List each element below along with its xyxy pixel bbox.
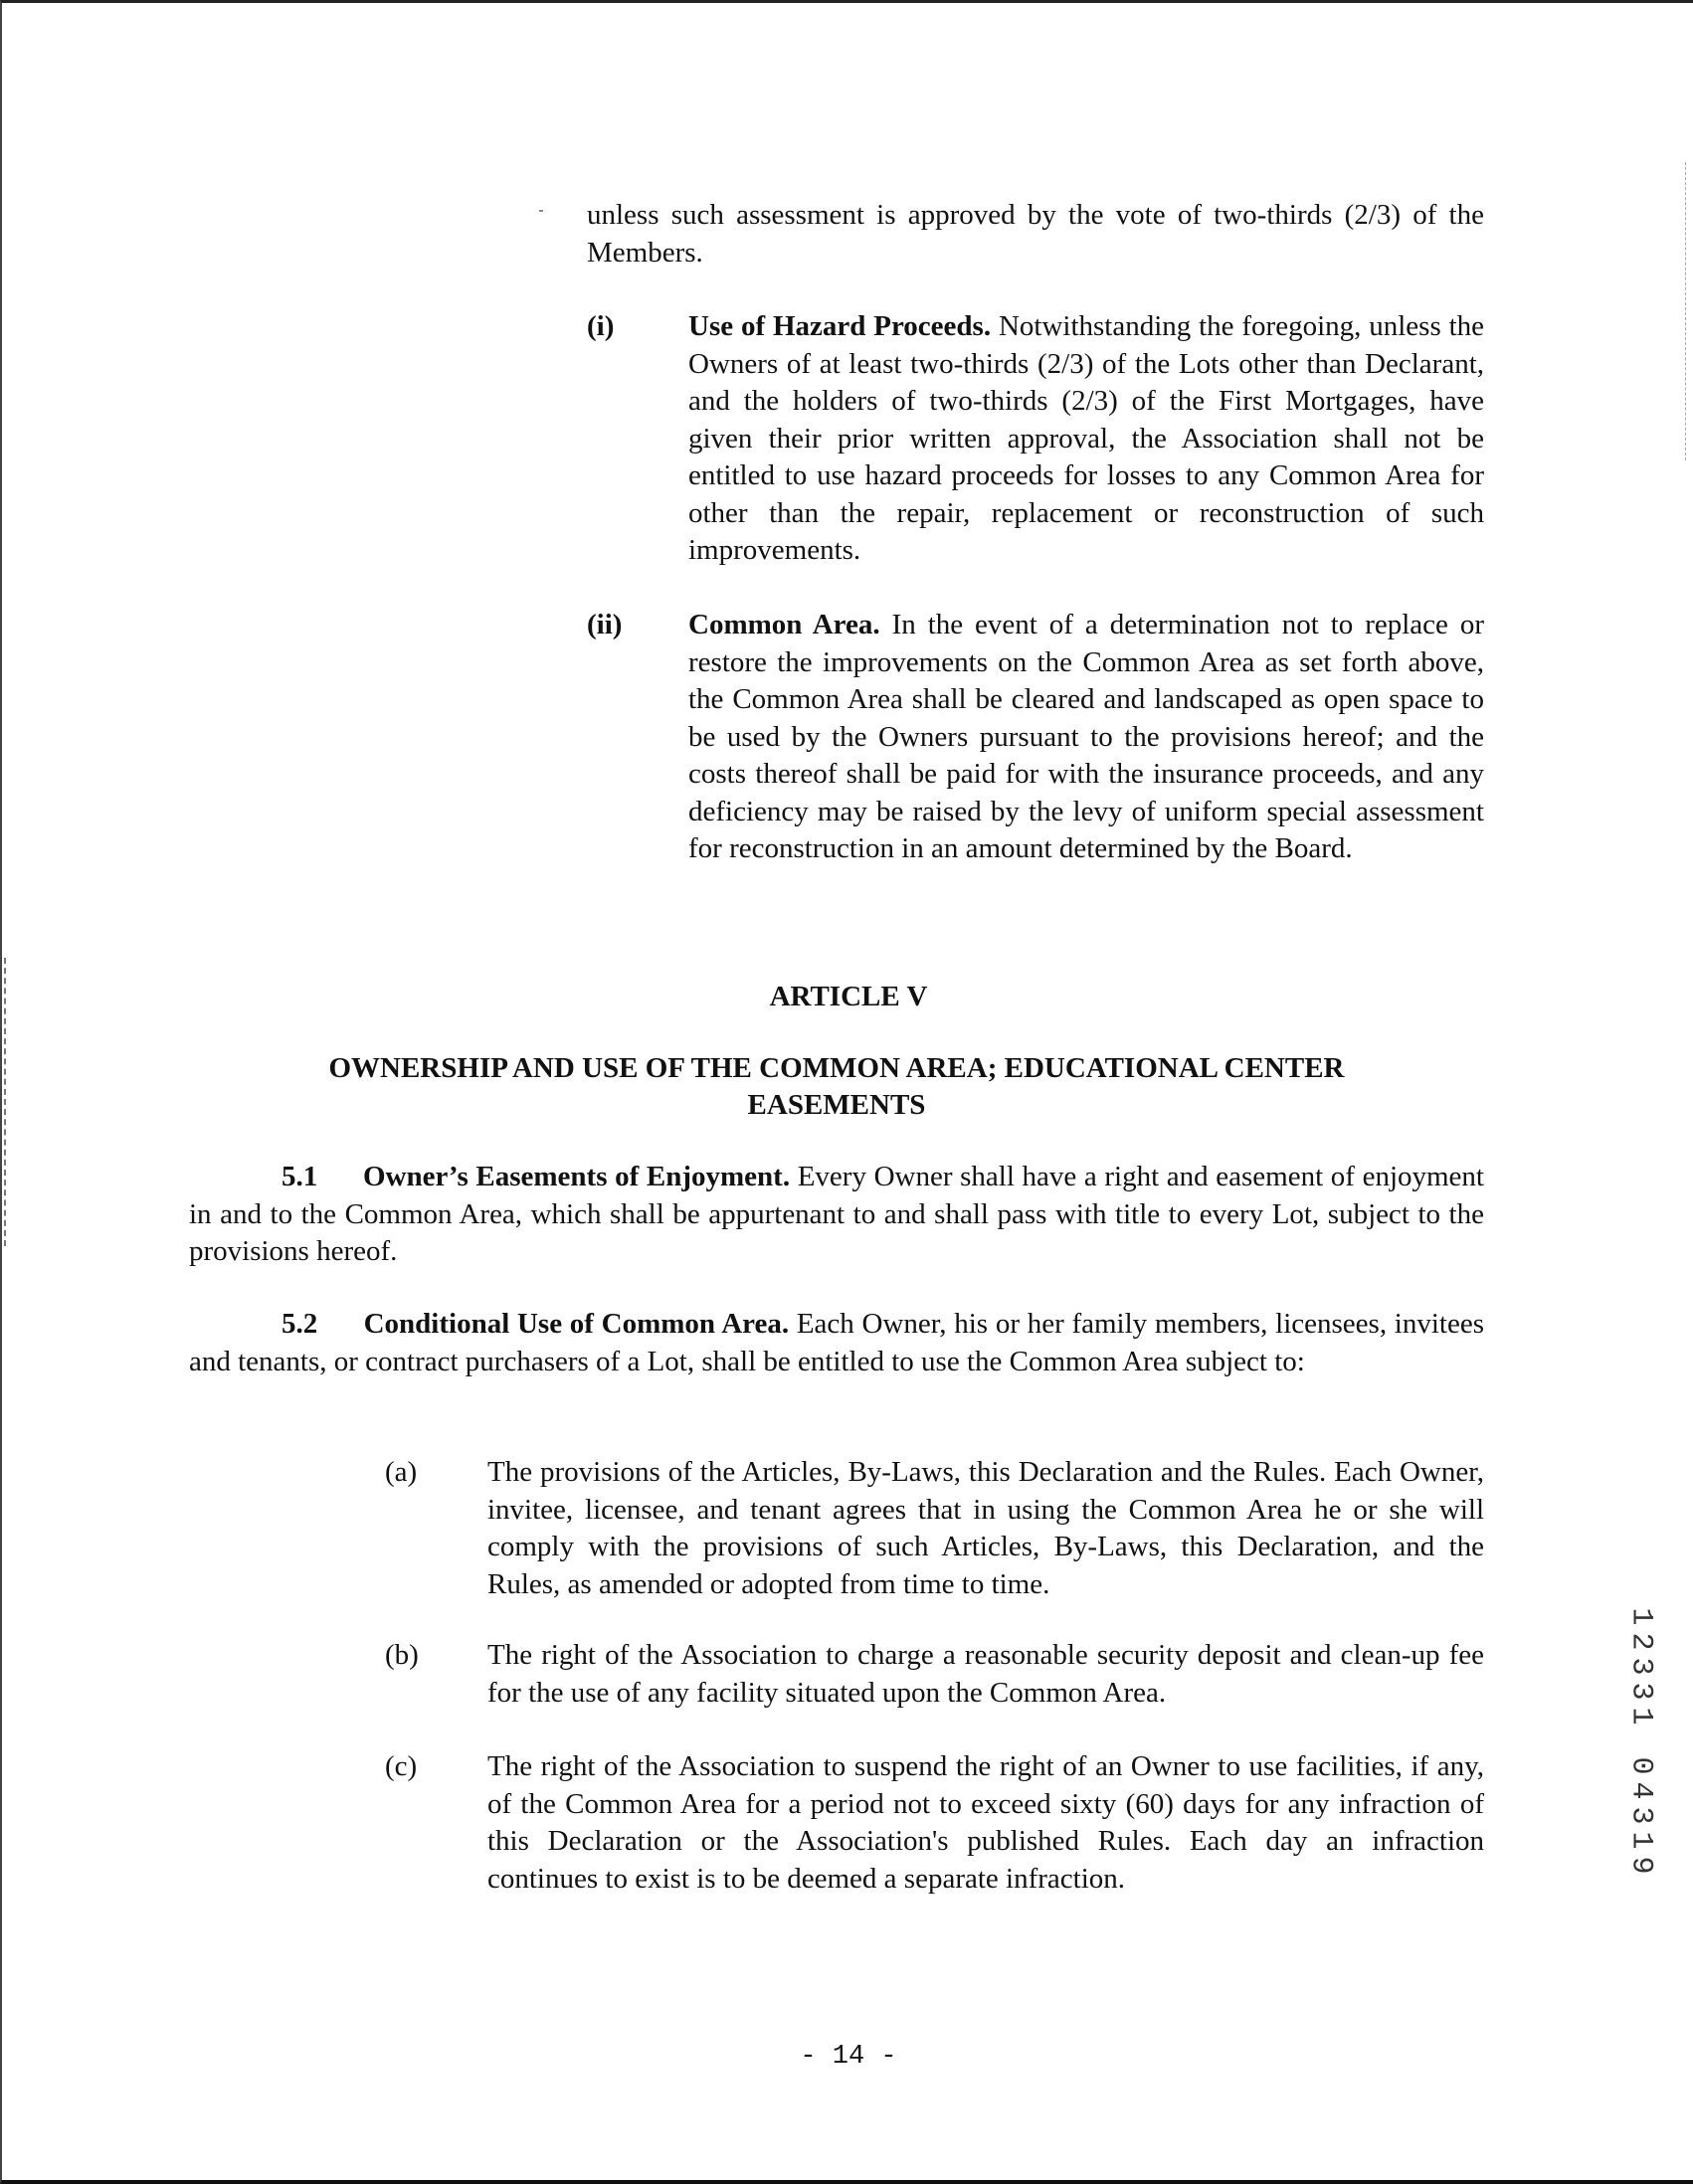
item-paragraph-c: The right of the Association to suspend the right of an Owner to use facilities, if any, of the Common Area for a period not to exceed sixty (60) days for any infraction of this Declaration or the Association's published Rules. Each day an infraction continues to exist is to be deemed a separate infraction. <box>487 1750 1484 1895</box>
stamp-digit: 0 <box>1623 1756 1658 1775</box>
page-number: - 14 - <box>800 2042 897 2072</box>
continuation-paragraph: unless such assessment is approved by the vote of two-thirds (2/3) of the Members. <box>587 199 1484 269</box>
item-label-b: (b) <box>385 1639 419 1671</box>
item-paragraph-a: The provisions of the Articles, By-Laws, this Declaration and the Rules. Each Owner, invitee, licensee, and tenant agrees that in using the Common Area he or she will comply with the provisions of such Articles, By-Laws, this Declaration, and the Rules, as amended or adopted from time to time. <box>487 1456 1484 1600</box>
section-5-1-title: Owner’s Easements of Enjoyment. <box>363 1161 791 1192</box>
section-5-2-title: Conditional Use of Common Area. <box>363 1308 790 1340</box>
recording-stamp <box>1623 1604 1658 1878</box>
item-paragraph-common-area <box>688 607 1484 868</box>
item-label-a: (a) <box>385 1456 418 1488</box>
article-number: ARTICLE V <box>769 981 928 1012</box>
stamp-digit: 2 <box>1623 1632 1658 1651</box>
item-text-hazard-proceeds: Notwithstanding the foregoing, unless the Owners of at least two-thirds (2/3) of the Lots other than Declarant, and the holders of two-thirds (2/3) of the First Mortgages, have given their prior written approval, the Association shall not be entitled to use hazard proceeds for losses to any Common Area for other than the repair, replacement or reconstruction of such improvements. <box>688 310 1485 566</box>
scan-mark <box>539 210 543 212</box>
stamp-digit: 1 <box>1623 1707 1658 1726</box>
stamp-digit: 3 <box>1623 1806 1658 1825</box>
section-5-1-number: 5.1 <box>282 1161 318 1192</box>
stamp-digit: 3 <box>1623 1682 1658 1701</box>
recording-stamp-upper <box>1623 1604 1658 1729</box>
recording-stamp-lower <box>1623 1753 1658 1878</box>
scan-right-edge <box>1685 162 1688 460</box>
item-text-common-area: In the event of a determination not to replace or restore the improvements on the Common Area as set forth above, the Common Area shall be cleared and landscaped as open space to be used by the Owners pursuant to the provisions hereof; and the costs thereof shall be paid for with the insurance proceeds, and any deficiency may be raised by the levy of uniform special assessment for reconstruction in an amount determined by the Board. <box>688 609 1485 864</box>
section-5-2-number: 5.2 <box>282 1308 318 1340</box>
article-title-line2: EASEMENTS <box>747 1089 926 1121</box>
section-5-2-paragraph <box>189 1306 1484 1380</box>
article-title-line1: OWNERSHIP AND USE OF THE COMMON AREA; EDUCATIONAL CENTER <box>328 1052 1345 1084</box>
section-5-2-text: Each Owner, his or her family members, licensees, invitees and tenants, or contract purchasers of a Lot, shall be entitled to use the Common Area subject to: <box>189 1308 1484 1377</box>
item-title-hazard-proceeds: Use of Hazard Proceeds. <box>688 310 992 342</box>
section-5-1-paragraph <box>189 1159 1484 1271</box>
item-label-c: (c) <box>385 1750 418 1782</box>
stamp-digit: 3 <box>1623 1657 1658 1676</box>
stamp-digit: 4 <box>1623 1781 1658 1800</box>
section-5-1-text: Every Owner shall have a right and easement of enjoyment in and to the Common Area, which shall be appurtenant to and shall pass with title to every Lot, subject to the provisions hereof. <box>189 1161 1484 1267</box>
item-label-i: (i) <box>587 310 615 342</box>
item-label-ii: (ii) <box>587 609 623 640</box>
item-title-common-area: Common Area. <box>688 609 880 640</box>
stamp-digit: 9 <box>1623 1856 1658 1875</box>
stamp-digit: 1 <box>1623 1831 1658 1850</box>
item-paragraph-hazard-proceeds <box>688 308 1484 570</box>
stamp-digit: 1 <box>1623 1607 1658 1626</box>
item-paragraph-b: The right of the Association to charge a reasonable security deposit and clean-up fee for the use of any facility situated upon the Common Area. <box>487 1639 1484 1709</box>
